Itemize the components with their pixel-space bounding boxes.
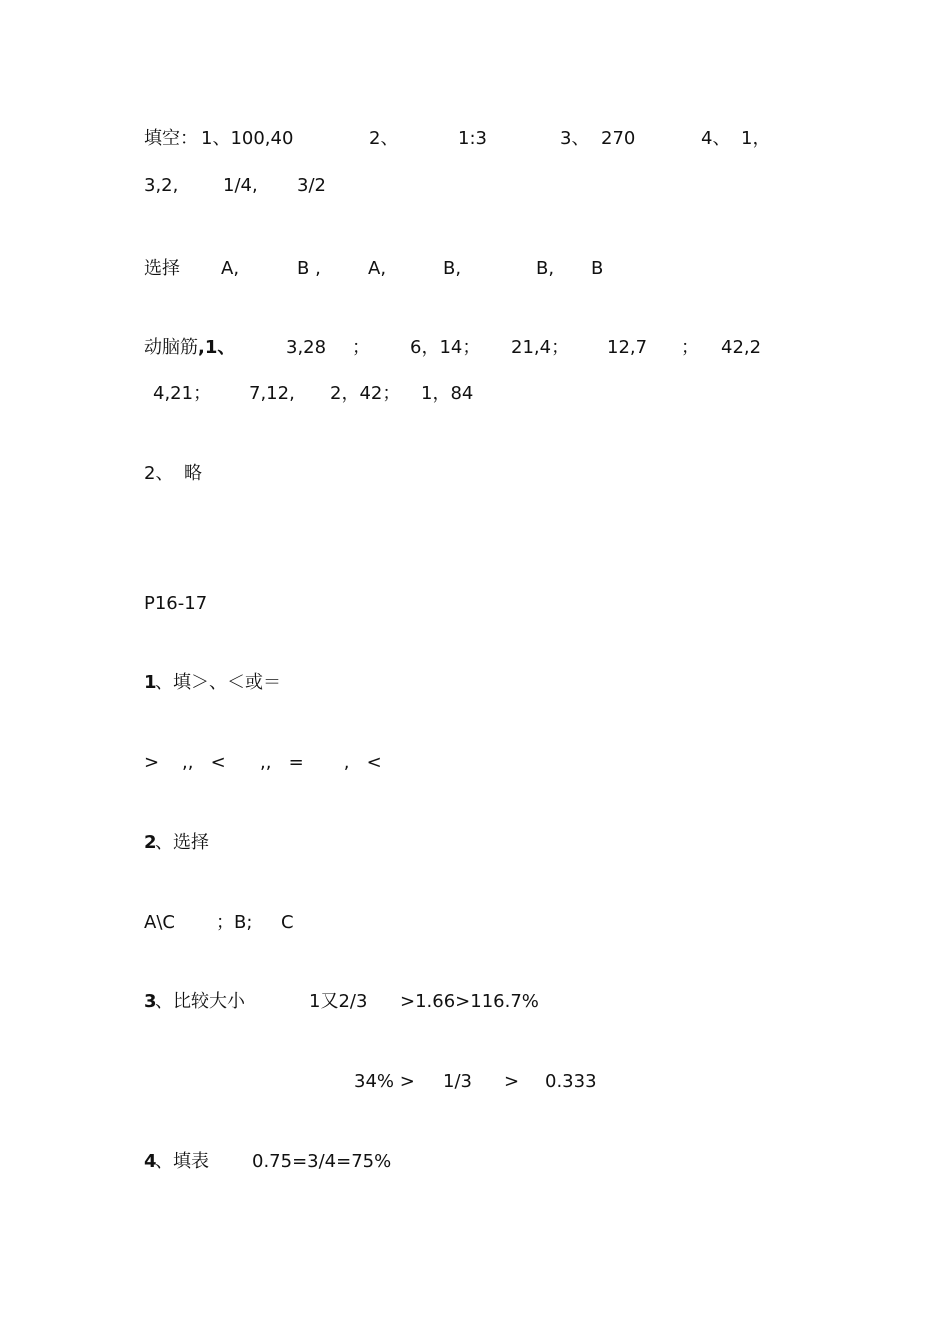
choice-answer: B ,: [297, 258, 321, 279]
brain-answer: 4,21；: [153, 383, 212, 404]
brain-answer: 42,2: [721, 337, 762, 358]
q3-heading: 、比较大小: [155, 991, 245, 1012]
fill-cont-b: 1/4,: [223, 175, 258, 196]
fill-item-3-num: 3、: [560, 128, 590, 149]
choice-answer: B,: [536, 258, 555, 279]
q1-answer: > ,, < ,, = , <: [144, 752, 382, 773]
fill-item-2-num: 2、: [369, 128, 399, 149]
q3-answer-a: 1又2/3: [309, 991, 368, 1012]
brain-answer: 12,7: [607, 337, 648, 358]
q2-answer: A\C: [144, 912, 175, 933]
q3-compare: 34% >: [354, 1071, 415, 1092]
q3-compare: 1/3: [443, 1071, 472, 1092]
fill-cont-a: 3,2,: [144, 175, 179, 196]
fill-cont-c: 3/2: [297, 175, 326, 196]
item-2-num: 2、: [144, 463, 174, 484]
q2-number: 2: [144, 832, 157, 853]
brain-answer: 21,4；: [511, 337, 570, 358]
q3-compare: >: [504, 1071, 520, 1092]
brain-answer: 2，42；: [330, 383, 401, 404]
brain-answer: 3,28: [286, 337, 327, 358]
brain-answer: 6，14；: [410, 337, 481, 358]
q3-compare: 0.333: [545, 1071, 597, 1092]
fill-item-1: 1、100,40: [201, 128, 294, 149]
fill-item-3-answer: 270: [601, 128, 636, 149]
q4-heading: 、填表: [155, 1151, 209, 1172]
q2-answer: ；B;: [216, 912, 253, 933]
q3-number: 3: [144, 991, 157, 1012]
brain-label-number: ,1、: [198, 337, 236, 358]
brain-answer: 1，84: [421, 383, 474, 404]
fill-label: 填空：: [144, 128, 198, 149]
fill-item-4-num: 4、: [701, 128, 731, 149]
choice-answer: B: [591, 258, 604, 279]
q1-heading: 、填＞、＜或＝: [155, 672, 281, 693]
choice-label: 选择: [144, 258, 180, 279]
q3-answer-b: >1.66>116.7%: [400, 991, 539, 1012]
brain-separator: ；: [352, 337, 370, 358]
q4-number: 4: [144, 1151, 157, 1172]
choice-answer: A,: [368, 258, 387, 279]
page-reference: P16-17: [144, 593, 208, 614]
brain-label: 动脑筋: [144, 337, 198, 358]
fill-item-4-answer: 1，: [741, 128, 771, 149]
item-2-text: 略: [184, 463, 202, 484]
choice-answer: B,: [443, 258, 462, 279]
q4-answer: 0.75=3/4=75%: [252, 1151, 392, 1172]
q2-answer: C: [281, 912, 294, 933]
brain-answer: 7,12,: [249, 383, 295, 404]
choice-answer: A,: [221, 258, 240, 279]
q1-number: 1: [144, 672, 157, 693]
brain-separator: ；: [681, 337, 699, 358]
fill-item-2-answer: 1:3: [458, 128, 487, 149]
q2-heading: 、选择: [155, 832, 209, 853]
